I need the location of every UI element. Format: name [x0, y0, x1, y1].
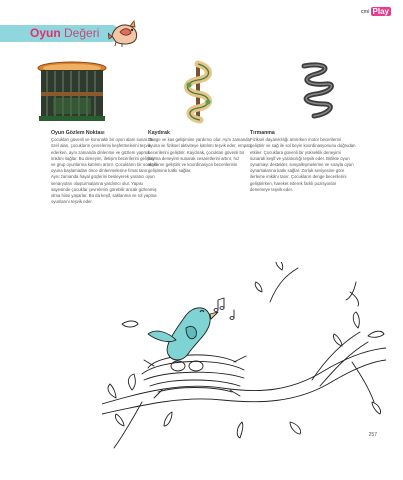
observation-point-image	[33, 58, 111, 124]
column-title: Kaydırak	[148, 130, 170, 136]
climbing-spiral-image	[296, 58, 338, 124]
column-slide	[148, 130, 254, 174]
page-title	[30, 26, 99, 41]
column-body: Denge ve kas gelişimine yardımcı olur. Aynı zamanda oyuna ve fiziksel aktiviteye katılımı teşvik eder, empati becerilerini geliştirir. Kaydırak, çocukları güvenli bir kayma deneyimi sunarak cesaretlerini artırır, hız algılarını geliştirir ve koordinasyon becerilerinin gelişimine katkı sağlar.	[148, 137, 251, 174]
bird-icon	[108, 18, 142, 48]
page-title-light: Değeri	[64, 26, 100, 40]
column-title: Tırmanma	[250, 130, 275, 136]
page-title-bold: Oyun	[30, 26, 61, 40]
brand-prefix: cmi	[360, 8, 370, 15]
column-body: Fiziksel dayanıklılığı artırırken motor becerilerini geliştirir ve sağ ile sol beyin koordinasyonunu doğrudan etkiler. Çocuklara güvenli bir yükseklik deneyimi sunarak keşif ve yaratıcılığı teşvik eder. Birlikte oyun oynamayı destekler, sosyalleşmelerine ve sırayla oyun oynamalarına katkı sağlar. Zorluk seviyesine göre ilerleme imkânı tanır. Çocukların denge becerilerini geliştirirken, hareket ederek farklı pozisyonlar denemeye teşvik eder.	[250, 137, 356, 192]
slide-image	[178, 58, 218, 124]
brand-logo	[361, 7, 391, 16]
column-climbing	[250, 130, 356, 193]
brand-mark: Play	[372, 7, 389, 16]
column-title: Oyun Gözlem Noktası	[51, 130, 105, 136]
column-observation-point	[51, 130, 157, 205]
column-body: Çocukları güvenli ve korunaklı bir oyun alanı sunar. Bu özel alan, çocukların çevrelerini keşfetmelerini teşvik ederken, aynı zamanda dinlenme ve gözlem yapma imkânı sağlar. Bu deneyim, iletişim becerilerini geliştirir ve grup oyunlarına katılımı artırır. Çocukların bir sonraki oyuna başlamadan önce dinlenmelerine fırsat tanır. Aynı zamanda hayal güçlerini besleyerek yaratıcı oyun senaryoları oluşturmalarına yardımcı olur. Yapısı sayesinde çocuklar çevrelerini görebilir ancak gizlenmiş olma hissi yaşarlar. Bu da keşif, saklanma ve rol yapma oyunlarını teşvik eder.	[51, 137, 157, 205]
page-number: 257	[368, 432, 377, 438]
bird-nest-illustration	[102, 262, 386, 452]
